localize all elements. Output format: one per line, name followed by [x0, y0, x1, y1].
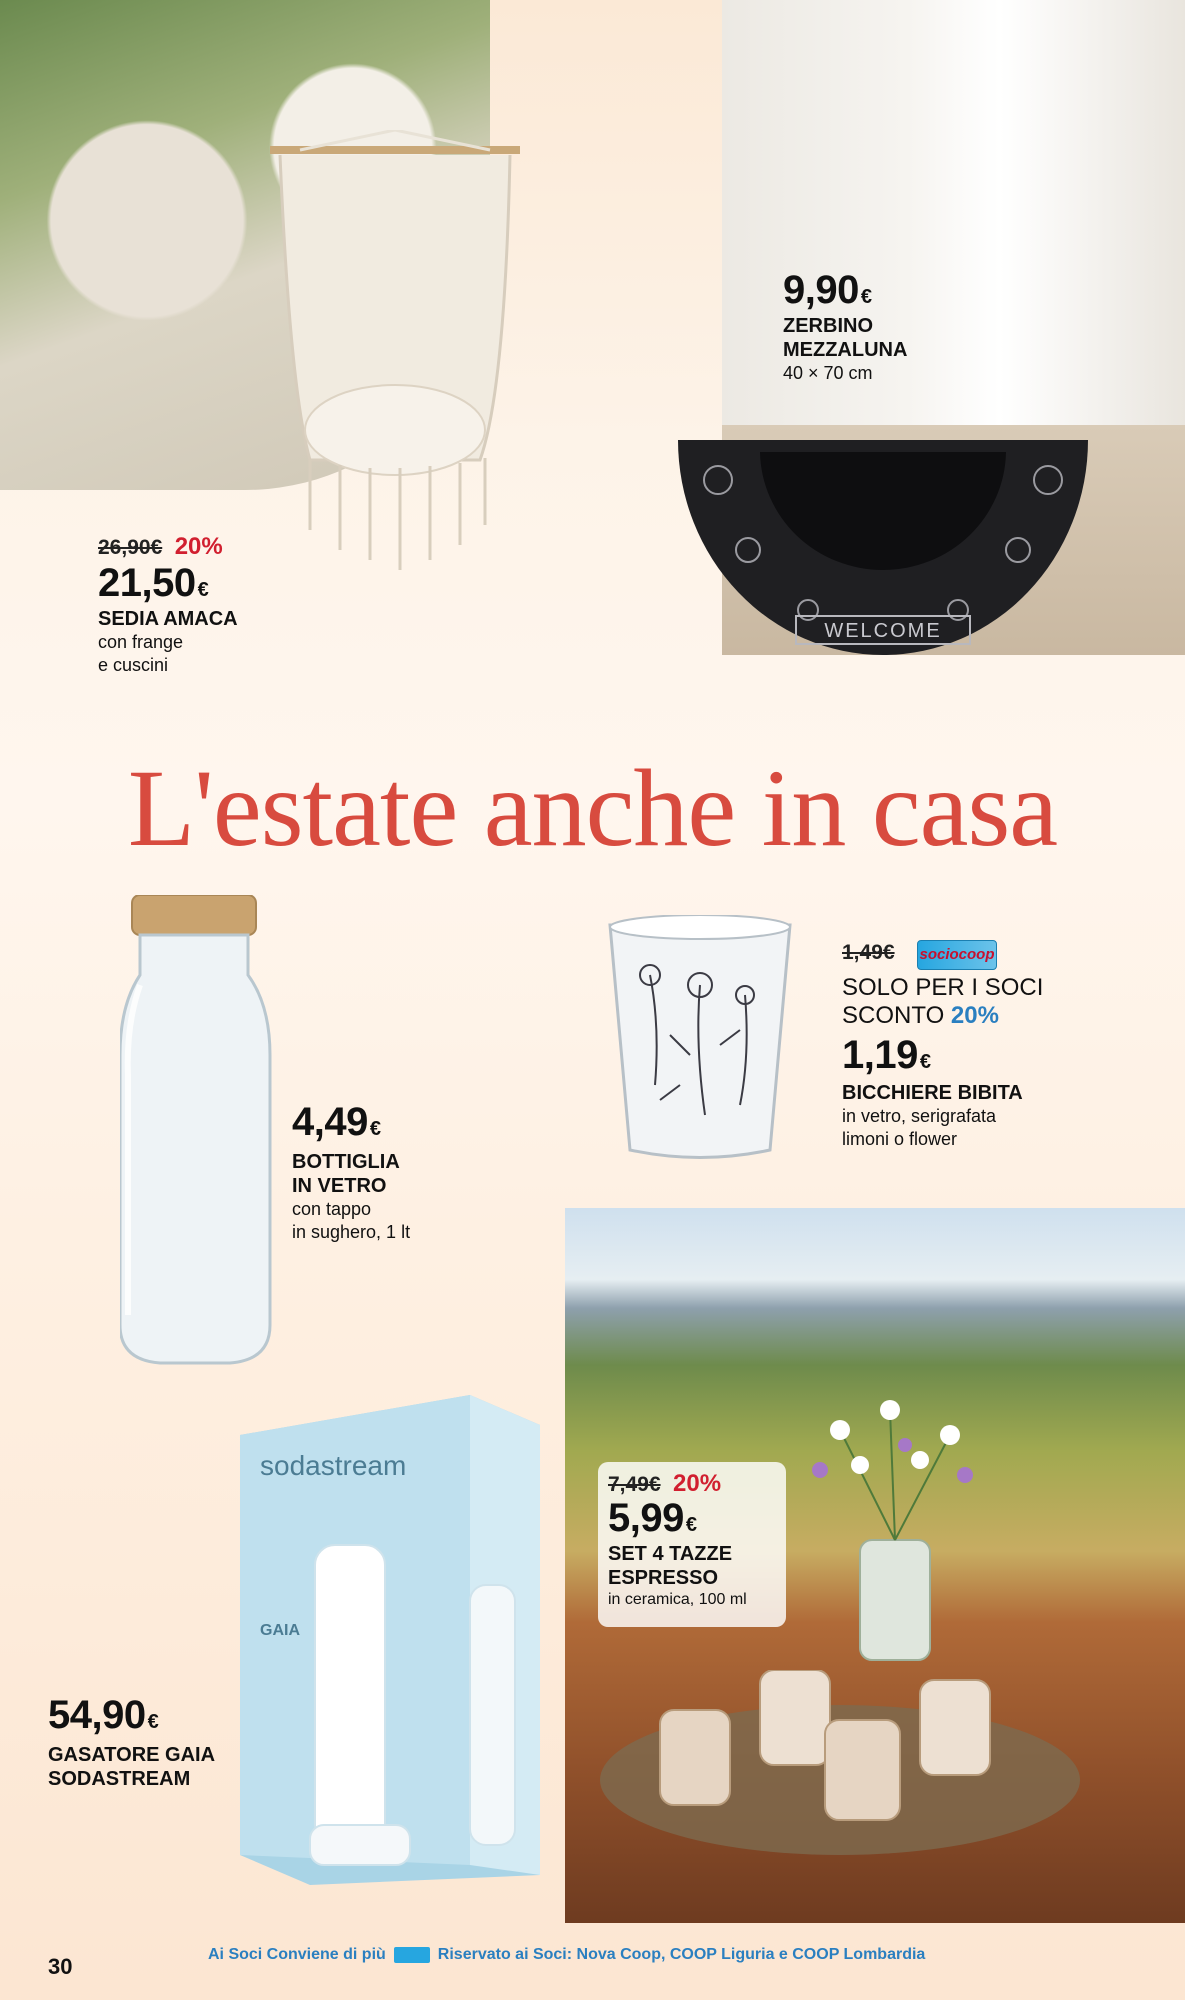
doormat-image	[678, 440, 1088, 670]
page-headline: L'estate anche in casa	[127, 747, 1058, 869]
sociocoop-badge: sociocoop	[917, 940, 997, 970]
doormat-price-block	[783, 270, 907, 385]
sodastream-price-block	[48, 1695, 215, 1791]
sodastream-box-image	[240, 1395, 540, 1885]
doormat-mat-text: WELCOME	[824, 620, 942, 642]
glass-bottle-image	[120, 895, 280, 1365]
glass-currency: €	[919, 1051, 931, 1074]
sodastream-price: 54,90	[48, 1693, 146, 1737]
espresso-cups-image	[600, 1670, 1100, 1860]
bottle-price: 4,49	[292, 1100, 368, 1144]
bottle-currency: €	[369, 1118, 381, 1140]
glass-promo-2-pct: 20%	[950, 1001, 999, 1029]
hammock-desc-1: con frange	[98, 632, 184, 652]
glass-name: BICCHIERE BIBITA	[842, 1082, 1023, 1105]
glass-price-block	[842, 940, 1043, 1150]
espresso-currency: €	[685, 1514, 697, 1536]
doormat-price: 9,90	[783, 268, 859, 312]
sodastream-currency: €	[147, 1711, 159, 1733]
doormat-currency: €	[860, 286, 872, 308]
bottle-name-1: BOTTIGLIA	[292, 1151, 400, 1173]
hammock-price-block	[98, 533, 238, 676]
espresso-name-1: SET 4 TAZZE	[608, 1543, 733, 1565]
page-number: 30	[48, 1954, 73, 1979]
doormat-name-1: ZERBINO	[783, 315, 873, 337]
bottle-desc-2: in sughero, 1 lt	[292, 1221, 411, 1242]
bottle-name-2: IN VETRO	[292, 1175, 387, 1197]
sodastream-name-1: GASATORE GAIA	[48, 1744, 216, 1766]
sodastream-name-2: SODASTREAM	[48, 1768, 191, 1790]
footer-banner	[208, 1942, 978, 1968]
glass-price: 1,19	[842, 1033, 918, 1078]
glass-desc-2: limoni o flower	[842, 1128, 958, 1149]
hammock-price: 21,50	[98, 561, 196, 605]
glass-promo-1: SOLO PER I SOCI	[842, 974, 1044, 1001]
glass-old-price: 1,49€	[842, 941, 895, 965]
flowers-vase-image	[790, 1390, 990, 1670]
sodastream-brand: sodastream	[260, 1450, 407, 1481]
espresso-old-price: 7,49€	[608, 1473, 661, 1496]
glass-cup-image	[600, 915, 800, 1165]
footer-left-text: Ai Soci Conviene di più	[208, 1946, 386, 1963]
sociocoop-mini-badge	[394, 1947, 430, 1963]
hammock-currency: €	[197, 579, 209, 601]
hammock-desc-2: e cuscini	[98, 654, 169, 675]
bottle-desc-1: con tappo	[292, 1199, 372, 1219]
glass-desc-1: in vetro, serigrafata	[842, 1106, 997, 1127]
espresso-name-2: ESPRESSO	[608, 1567, 719, 1589]
hammock-name: SEDIA AMACA	[98, 608, 238, 630]
hammock-discount: 20%	[174, 533, 223, 560]
sodastream-model: GAIA	[260, 1622, 300, 1639]
espresso-discount: 20%	[673, 1470, 722, 1497]
espresso-desc: in ceramica, 100 ml	[608, 1591, 747, 1608]
footer-right-text: Riservato ai Soci: Nova Coop, COOP Liguria e COOP Lombardia	[437, 1946, 926, 1963]
doormat-name-2: MEZZALUNA	[783, 339, 908, 361]
espresso-price-card	[598, 1462, 786, 1627]
doormat-size: 40 × 70 cm	[783, 363, 873, 383]
glass-promo-2-prefix: SCONTO	[842, 1001, 945, 1029]
bottle-price-block	[292, 1102, 410, 1243]
hammock-chair-image	[270, 130, 520, 600]
hammock-old-price: 26,90€	[98, 536, 163, 559]
espresso-price: 5,99	[608, 1496, 684, 1540]
